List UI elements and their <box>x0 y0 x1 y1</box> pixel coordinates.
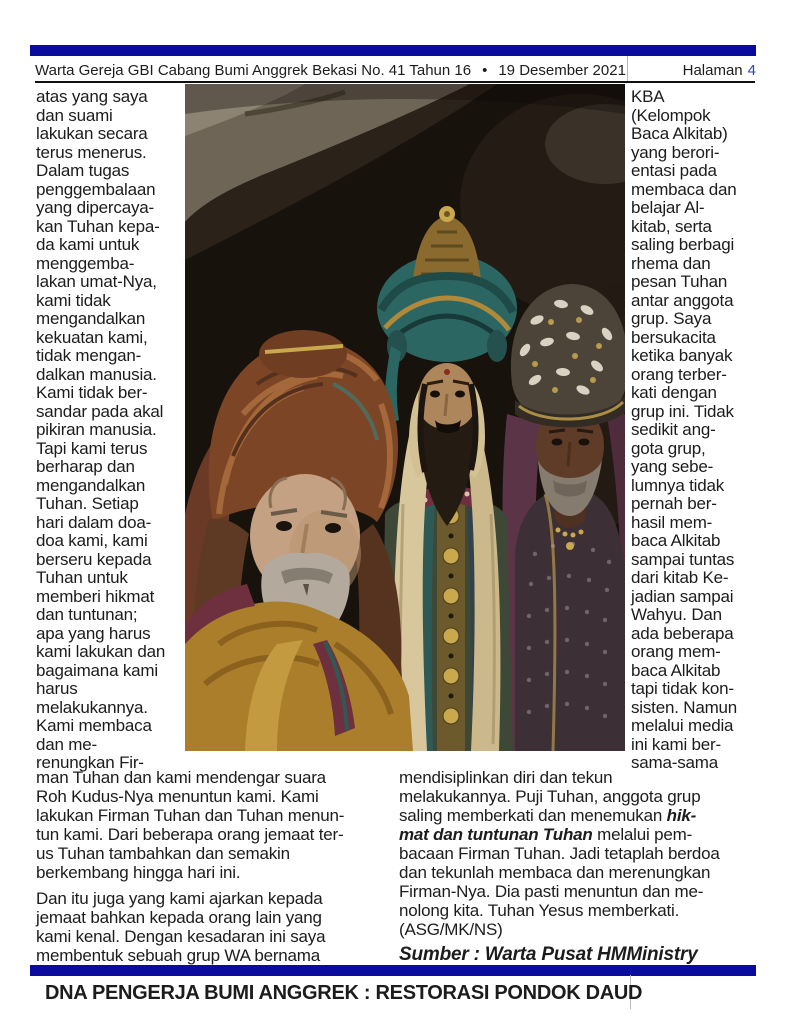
text-line: penggembalaan <box>36 179 156 199</box>
text-segment: saling memberkati dan menemukan <box>399 806 667 825</box>
header-rule <box>35 81 755 83</box>
text-line: sampai tuntas <box>631 549 735 569</box>
text-line: dan me- <box>36 734 97 754</box>
text-line: saling berbagi <box>631 235 735 254</box>
text-line: (Kelompok <box>631 105 711 125</box>
text-line: menggemba- <box>36 253 135 273</box>
right-text-column <box>631 88 785 773</box>
text-line: sedikit ang- <box>631 420 716 439</box>
text-line: berkembang hingga hari ini. <box>36 863 241 882</box>
header-row <box>35 60 756 80</box>
paragraph <box>399 844 769 939</box>
text-line: gota grup, <box>631 438 706 458</box>
text-line: orang terber- <box>631 364 727 384</box>
text-line: harus <box>36 679 78 698</box>
text-line: dan suami <box>36 105 113 125</box>
text-line: hari dalam doa- <box>36 512 152 532</box>
text-line: man Tuhan dan kami mendengar suara <box>36 768 326 787</box>
page-label: Halaman <box>682 61 743 79</box>
text-line: us Tuhan tambahkan dan semakin <box>36 844 290 863</box>
text-line: kan Tuhan kepa- <box>36 216 160 236</box>
text-line: yang sebe- <box>631 457 714 476</box>
text-line: mengandalkan <box>36 475 146 495</box>
text-line: pernah ber- <box>631 494 717 513</box>
text-line: Tuhan untuk <box>36 568 128 587</box>
left-text-column <box>36 88 184 773</box>
text-line: apa yang harus <box>36 623 151 643</box>
text-line: Tapi kami terus <box>36 438 148 458</box>
text-line: berseru kepada <box>36 549 152 569</box>
text-line: jadian sampai <box>631 586 734 606</box>
text-line: sandar pada akal <box>36 401 164 421</box>
text-line: pesan Tuhan <box>631 272 728 291</box>
source-credit: Sumber : Warta Pusat HMMinistry <box>399 944 698 965</box>
text-line: melakukannya. <box>36 697 148 717</box>
text-line: mendisiplinkan diri dan tekun <box>399 768 613 787</box>
text-line: Kami membaca <box>36 716 152 735</box>
footer-title: DNA PENGERJA BUMI ANGGREK : RESTORASI PONDOK DAUD <box>45 982 643 1004</box>
text-line: terus menerus. <box>36 142 147 162</box>
header-cell-divider <box>627 56 628 81</box>
text-line: dari kitab Ke- <box>631 568 729 587</box>
text-line: kami tidak <box>36 290 111 310</box>
text-line: nolong kita. Tuhan Yesus memberkati. <box>399 901 680 920</box>
text-line: ada beberapa <box>631 623 734 643</box>
header-bullet: • <box>482 61 488 79</box>
text-line: kami kenal. Dengan kesadaran ini saya <box>36 927 326 946</box>
text-line: baca Alkitab <box>631 531 721 550</box>
text-line: kami lakukan dan <box>36 642 166 661</box>
text-line: bacaan Firman Tuhan. Jadi tetaplah berdoa <box>399 844 720 863</box>
text-line <box>399 806 769 825</box>
text-line: dan tuntunan; <box>36 605 138 624</box>
paragraph <box>36 889 396 965</box>
text-line: yang berori- <box>631 142 720 162</box>
text-line: lakukan secara <box>36 124 148 143</box>
text-line: bagaimana kami <box>36 660 158 680</box>
text-line: Baca Alkitab) <box>631 124 728 143</box>
text-line: kitab, serta <box>631 216 712 236</box>
text-line: hasil mem- <box>631 512 713 532</box>
text-line: Dan itu juga yang kami ajarkan kepada <box>36 889 323 908</box>
text-line: tapi tidak kon- <box>631 679 734 698</box>
text-line: dan tekunlah membaca dan merenungkan <box>399 863 711 882</box>
text-line: Roh Kudus-Nya menuntun kami. Kami <box>36 787 319 806</box>
text-line: KBA <box>631 87 665 106</box>
text-line: belajar Al- <box>631 198 705 217</box>
text-line: Tuhan. Setiap <box>36 494 139 513</box>
newsletter-title: Warta Gereja GBI Cabang Bumi Anggrek Bekasi No. 41 Tahun 16 <box>35 61 472 79</box>
header-date: 19 Desember 2021 <box>498 61 626 79</box>
text-line: mengandalkan <box>36 309 146 328</box>
text-line: lakukan Firman Tuhan dan Tuhan menun- <box>36 806 345 825</box>
text-line: ini kami ber- <box>631 734 721 754</box>
text-line <box>399 825 769 844</box>
text-line: sama-sama <box>631 753 719 772</box>
text-line: orang mem- <box>631 642 721 661</box>
paragraph <box>36 768 396 882</box>
magi-photo <box>185 84 625 751</box>
text-line: kekuatan kami, <box>36 327 148 347</box>
text-line: atas yang saya <box>36 87 148 106</box>
text-line: lumnya tidak <box>631 475 725 495</box>
text-line: Dalam tugas <box>36 161 130 180</box>
page-number: 4 <box>747 61 756 79</box>
text-line: ketika banyak <box>631 346 733 365</box>
footer-blue-bar <box>30 965 756 976</box>
text-line: kati dengan <box>631 383 717 402</box>
text-line: sisten. Namun <box>631 697 738 717</box>
text-line: tun kami. Dari beberapa orang jemaat ter- <box>36 825 344 844</box>
right-magus-figure <box>503 284 626 751</box>
text-line: yang dipercaya- <box>36 198 154 217</box>
paragraph <box>399 768 769 806</box>
text-line: grup ini. Tidak <box>631 401 734 421</box>
bottom-right-column <box>399 768 769 964</box>
text-line: renungkan Fir- <box>36 753 144 772</box>
text-line: dalkan manusia. <box>36 364 157 384</box>
header-blue-bar <box>30 45 756 56</box>
bottom-left-column <box>36 768 396 965</box>
header-left-group <box>35 62 626 79</box>
text-line: melalui media <box>631 716 734 735</box>
text-line: memberi hikmat <box>36 586 155 606</box>
magi-photo-illustration <box>185 84 625 751</box>
text-line: antar anggota <box>631 290 734 310</box>
text-line: tidak mengan- <box>36 346 142 365</box>
text-line: berharap dan <box>36 457 135 476</box>
text-segment: melalui pem- <box>592 825 693 844</box>
emphasized-text: mat dan tuntunan Tuhan <box>399 825 593 844</box>
text-line: baca Alkitab <box>631 660 721 680</box>
text-line: Wahyu. Dan <box>631 605 722 624</box>
text-line: melakukannya. Puji Tuhan, anggota grup <box>399 787 701 806</box>
text-line: lakan umat-Nya, <box>36 272 157 291</box>
text-line: Kami tidak ber- <box>36 383 148 402</box>
text-line: Firman-Nya. Dia pasti menuntun dan me- <box>399 882 704 901</box>
text-line: membentuk sebuah grup WA bernama <box>36 946 321 965</box>
text-line: rhema dan <box>631 253 711 273</box>
text-line: da kami untuk <box>36 235 140 254</box>
text-line: membaca dan <box>631 179 737 199</box>
emphasized-text: hik- <box>666 806 697 825</box>
text-line: doa kami, kami <box>36 531 148 550</box>
text-line: bersukacita <box>631 327 716 347</box>
text-line: grup. Saya <box>631 309 712 328</box>
text-line: (ASG/MK/NS) <box>399 920 503 939</box>
text-line: entasi pada <box>631 161 717 180</box>
page-indicator <box>683 62 756 79</box>
text-line: jemaat bahkan kepada orang lain yang <box>36 908 322 927</box>
text-line: pikiran manusia. <box>36 420 157 439</box>
